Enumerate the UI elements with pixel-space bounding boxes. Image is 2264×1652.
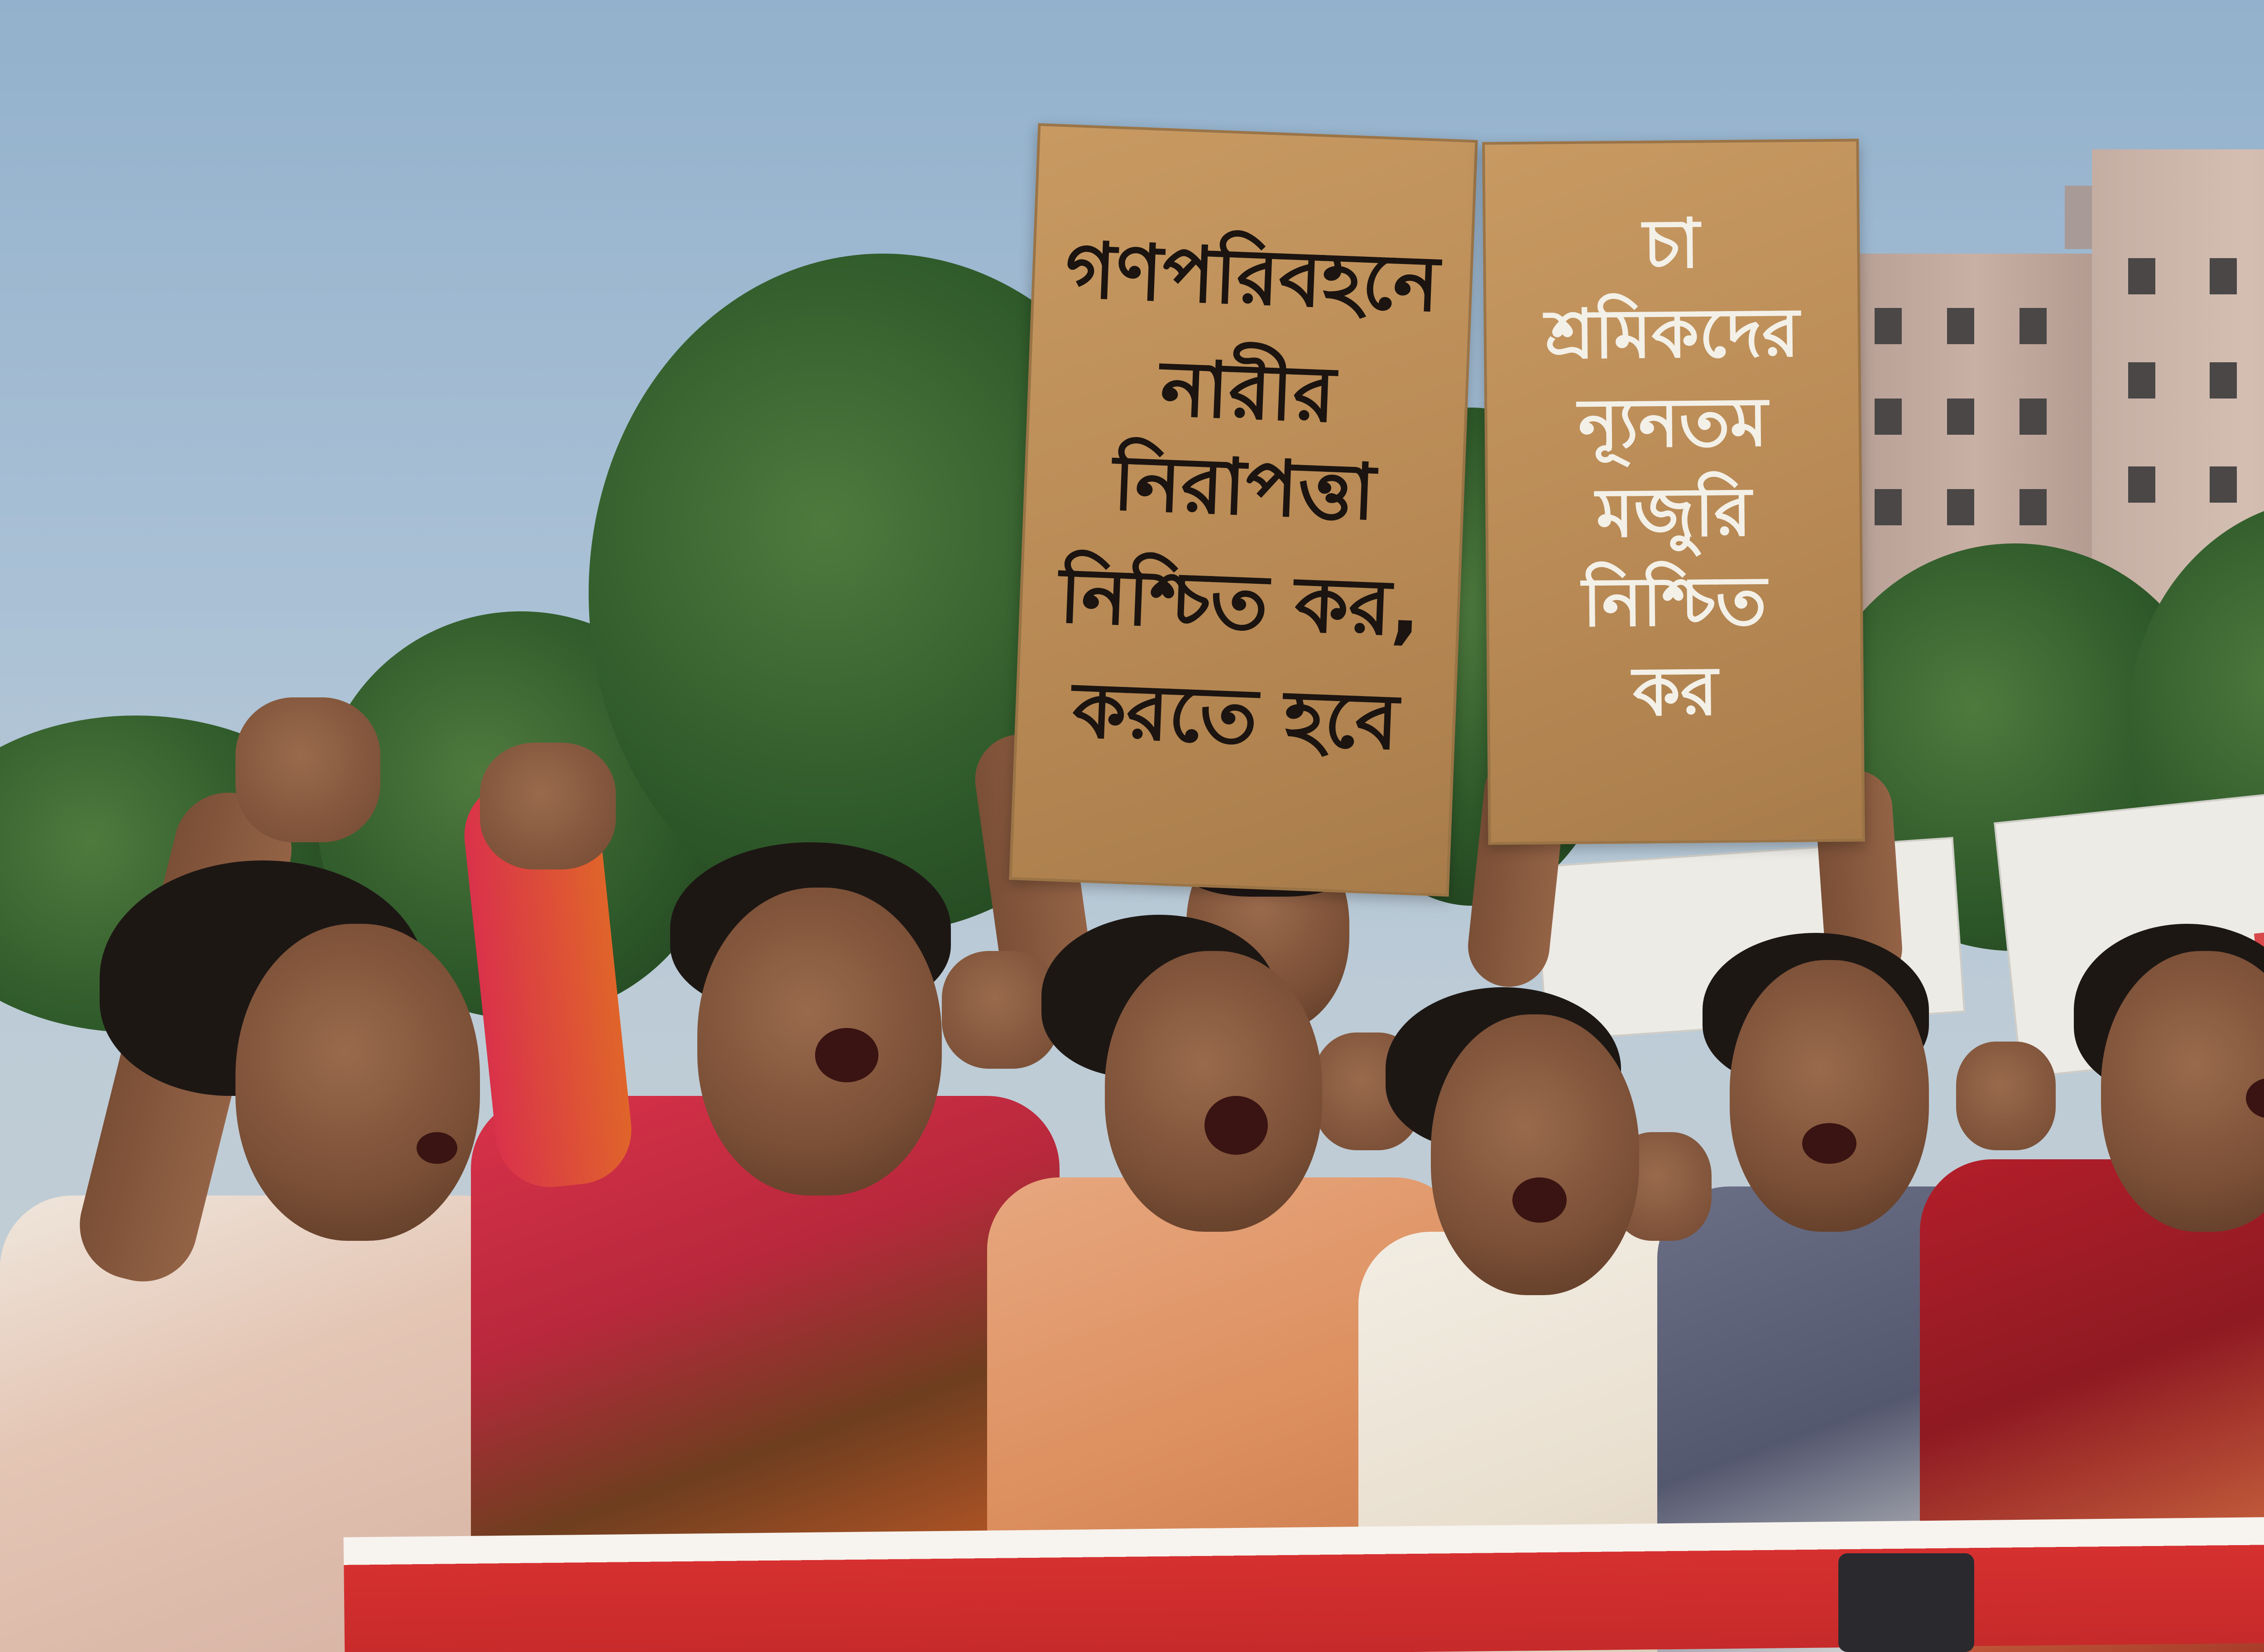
woman-2-mouth [815,1028,878,1082]
window [2210,466,2237,503]
woman-3-head [1105,951,1322,1232]
woman-1-mouth [417,1132,457,1164]
raised-fist [1956,1042,2056,1150]
window [1875,399,1902,435]
sign-right-line: চা [1643,204,1700,284]
window [1947,308,1974,344]
window [2128,258,2155,294]
woman-5-head [1730,960,1929,1232]
window [2210,362,2237,399]
window [1875,308,1902,344]
woman-4-head [1431,1014,1639,1295]
window [1875,489,1902,525]
cardboard-sign-left [1009,123,1477,897]
sign-right-line: ন্যূনতম [1578,383,1768,463]
window [2128,362,2155,399]
sign-right-line: মজুরি [1596,472,1752,552]
raised-fist [235,697,380,842]
cardboard-sign-right [1482,139,1865,845]
woman-3-mouth [1204,1096,1268,1155]
sign-left-line: গণপরিবহনে [1064,225,1441,330]
raised-fist [480,743,616,869]
front-red-banner [344,1515,2264,1652]
window [2019,308,2047,344]
sign-left-line: নিশ্চিত কর, [1057,550,1422,654]
woman-4-mouth [1512,1177,1567,1223]
window [1947,489,1974,525]
window [2128,466,2155,503]
window [2019,489,2047,525]
sign-right-line: কর [1632,651,1718,731]
sign-right-line: নিশ্চিত [1582,562,1767,642]
mobile-phone [1838,1553,1974,1652]
window [1947,399,1974,435]
window [2210,258,2237,294]
sign-left-line: নারীর নিরাপত্তা [1111,343,1377,538]
woman-5-mouth [1802,1123,1856,1164]
sign-left-line: করতে হবে [1071,665,1400,768]
sign-right-line: শ্রমিকদের [1545,293,1800,374]
window [2019,399,2047,435]
woman-1-head [235,924,480,1241]
